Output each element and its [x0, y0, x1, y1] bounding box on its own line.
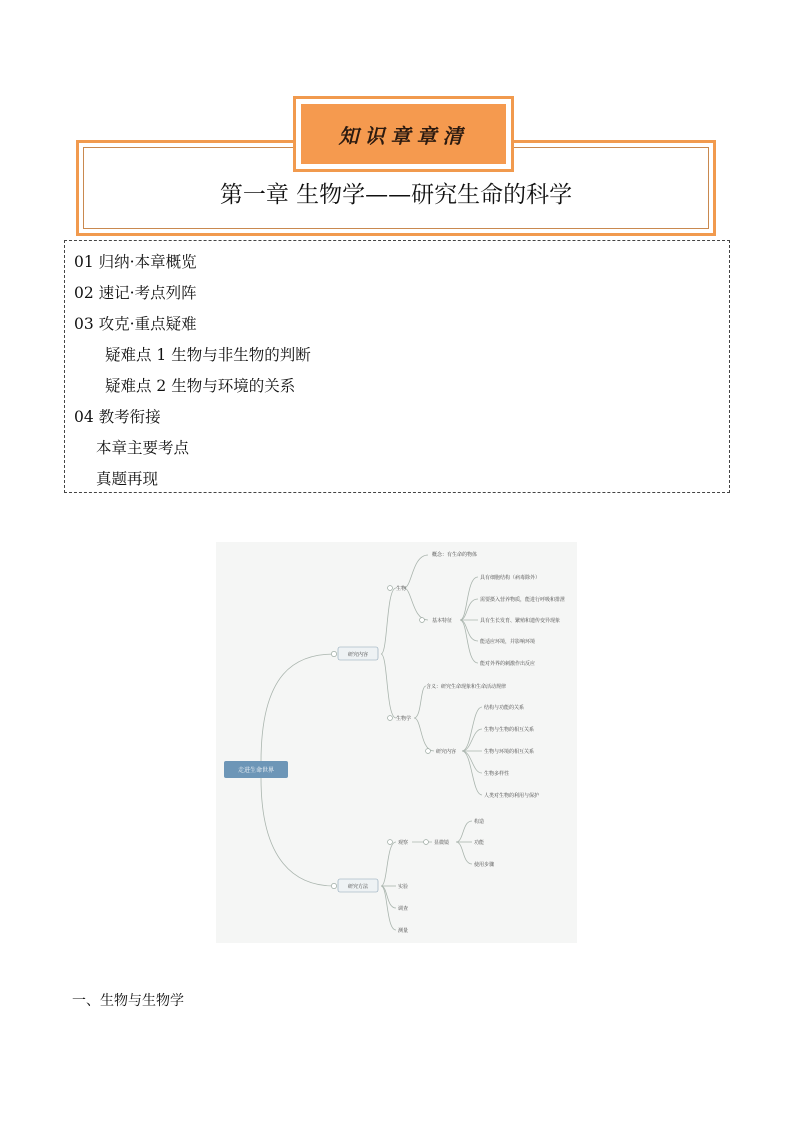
- chapter-tag-fill: [301, 104, 506, 164]
- node-study-item[interactable]: 生物多样性: [484, 771, 510, 777]
- node-biology[interactable]: 生物学: [396, 716, 412, 722]
- outline-item[interactable]: 03 攻克·重点疑难: [74, 315, 197, 333]
- node-study-item[interactable]: 人类对生物的利用与保护: [484, 793, 540, 799]
- mind-map: [216, 542, 577, 943]
- node-basic-features[interactable]: 基本特征: [432, 618, 453, 624]
- outline-item[interactable]: 01 归纳·本章概览: [74, 253, 197, 271]
- node-organism[interactable]: 生物: [396, 586, 407, 592]
- outline-subitem[interactable]: 真题再现: [96, 470, 159, 488]
- chapter-tag-text: 知识章章清: [338, 123, 469, 148]
- outline-subitem[interactable]: 本章主要考点: [96, 439, 190, 457]
- node-feature[interactable]: 需要摄入营养物质，能进行呼吸和排泄: [480, 597, 566, 603]
- node-study-item[interactable]: 结构与功能的关系: [484, 705, 525, 711]
- node-concept[interactable]: 概念：有生命的物体: [432, 552, 478, 558]
- node-biology-meaning[interactable]: 含义：研究生命现象和生命活动规律: [426, 684, 507, 690]
- chapter-tag: [293, 96, 514, 172]
- outline-subitem[interactable]: 疑难点 1 生物与非生物的判断: [105, 346, 311, 364]
- chapter-title: 第一章 生物学——研究生命的科学: [219, 182, 573, 208]
- outline-item[interactable]: 02 速记·考点列阵: [74, 284, 197, 302]
- section-heading: 一、生物与生物学: [72, 993, 184, 1009]
- node-study-item[interactable]: 生物与环境的相互关系: [484, 749, 535, 755]
- node-observe[interactable]: 观察: [398, 840, 409, 846]
- node-microscope-item[interactable]: 使用步骤: [474, 862, 495, 868]
- node-survey[interactable]: 调查: [398, 906, 409, 912]
- node-feature[interactable]: 能对外界的刺激作出反应: [480, 661, 536, 667]
- node-microscope-item[interactable]: 功能: [474, 840, 485, 846]
- node-feature[interactable]: 能适应环境，并影响环境: [480, 639, 536, 645]
- node-feature[interactable]: 具有细胞结构（病毒除外）: [480, 575, 541, 581]
- node-microscope[interactable]: 显微镜: [434, 840, 450, 846]
- node-microscope-item[interactable]: 构造: [474, 819, 485, 825]
- outline-item[interactable]: 04 教考衔接: [74, 408, 161, 426]
- node-study-item[interactable]: 生物与生物的相互关系: [484, 727, 535, 733]
- mind-map-toggle-icons[interactable]: [331, 586, 430, 889]
- mind-map-canvas: [216, 542, 577, 943]
- node-feature[interactable]: 具有生长发育、繁殖和遗传变异现象: [480, 618, 561, 624]
- outline-subitem[interactable]: 疑难点 2 生物与环境的关系: [105, 377, 296, 395]
- node-experiment[interactable]: 实验: [398, 884, 409, 890]
- root-node-label: 走进生命世界: [237, 767, 275, 774]
- node-research-method-label: 研究方法: [347, 884, 369, 890]
- chapter-outline: [64, 240, 730, 493]
- node-measure[interactable]: 测量: [398, 928, 409, 934]
- node-study-content[interactable]: 研究内容: [436, 749, 457, 755]
- node-research-content-label: 研究内容: [347, 652, 369, 658]
